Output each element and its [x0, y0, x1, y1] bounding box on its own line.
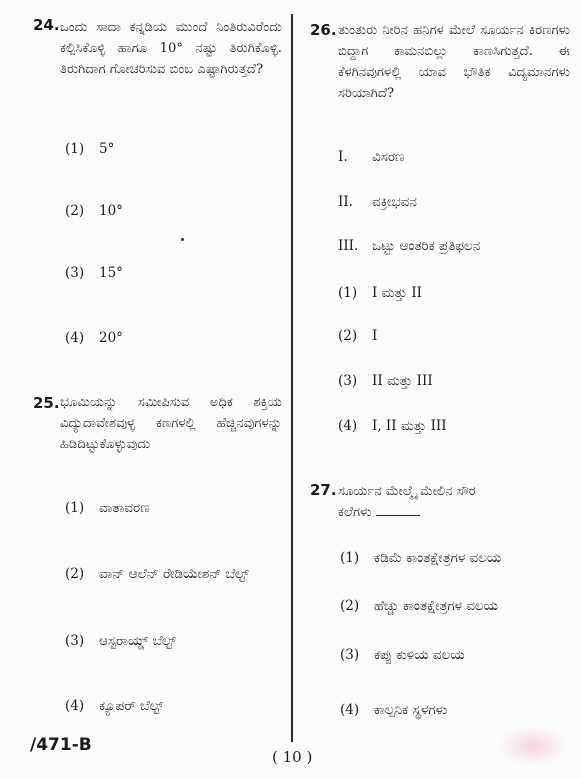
- statement-3: III. ಒಟ್ಟು ಆಂತರಿಕ ಪ್ರತಿಫಲನ: [338, 238, 481, 254]
- question-number: 26.: [310, 21, 337, 39]
- option-2[interactable]: (2) 10°: [65, 203, 123, 219]
- option-1[interactable]: (1) I ಮತ್ತು II: [338, 285, 423, 301]
- page-number: ( 10 ): [272, 748, 313, 766]
- question-text: ತುಂತುರು ನೀರಿನ ಹನಿಗಳ ಮೇಲೆ ಸೂರ್ಯನ ಕಿರಣಗಳು ಬಿದ್ದಾಗ ಕಾಮನಬಿಲ್ಲು ಕಾಣಸಿಗುತ್ತದೆ. ಈ ಕೆಳಗಿನವುಗಳಲ್ಲಿ ಯಾವ ಭೌತಿಕ ವಿದ್ಯಮಾನಗಳು ಸರಿಯಾಗಿದೆ?: [338, 23, 570, 101]
- ink-speck: [181, 238, 184, 241]
- paper-stain: [498, 726, 568, 766]
- option-3[interactable]: (3) 15°: [65, 265, 123, 281]
- question-number: 25.: [33, 394, 60, 412]
- question-number: 27.: [310, 481, 337, 499]
- option-4[interactable]: (4) ಕಾಲ್ಪನಿಕ ಸ್ಥಳಗಳು: [340, 702, 448, 718]
- question-text-line-1: ಸೂರ್ಯನ ಮೇಲ್ಮೈ ಮೇಲಿನ ಸೌರ: [338, 484, 476, 499]
- option-1[interactable]: (1) ವಾತಾವರಣ: [65, 500, 150, 516]
- statement-1: I. ವಿಸರಣ: [338, 149, 405, 165]
- question-number: 24.: [33, 16, 60, 34]
- question-text: ಒಂದು ಸಾದಾ ಕನ್ನಡಿಯ ಮುಂದೆ ನಿಂತಿರುವಿರೆಂದು ಕಲ್ಪಿಸಿಕೊಳ್ಳಿ ಹಾಗೂ 10° ನಷ್ಟು ತಿರುಗಿಕೊಳ್ಳಿ. ತಿರುಗಿದಾಗ ಗೋಚರಿಸುವ ಬಿಂಬ ಎಷ್ಟಾಗಿರುತ್ತದೆ?: [60, 20, 282, 77]
- option-1[interactable]: (1) 5°: [65, 141, 115, 157]
- option-3[interactable]: (3) ಕಪ್ಪು ಕುಳಿಯ ವಲಯ: [340, 647, 465, 663]
- option-2[interactable]: (2) ಹೆಚ್ಚು ಕಾಂತಕ್ಷೇತ್ರಗಳ ವಲಯ: [340, 598, 499, 614]
- option-2[interactable]: (2) I: [338, 328, 378, 344]
- option-2[interactable]: (2) ವಾನ್ ಆಲೆನ್ ರೇಡಿಯೇಶನ್ ಬೆಲ್ಟ್: [65, 566, 249, 582]
- question-text: ಭೂಮಿಯನ್ನು ಸಮೀಪಿಸುವ ಅಧಿಕ ಶಕ್ತಿಯ ವಿದ್ಯುದಾವೇಶವುಳ್ಳ ಕಣಗಳಲ್ಲಿ ಹೆಚ್ಚಿನವುಗಳನ್ನು ಹಿಡಿದಿಟ್ಟುಕೊಳ್ಳುವುದು: [60, 395, 282, 452]
- option-4[interactable]: (4) ಕ್ಯೂಪರ್ ಬೆಲ್ಟ್: [65, 698, 164, 714]
- option-4[interactable]: (4) 20°: [65, 330, 123, 346]
- column-divider: [291, 14, 293, 742]
- answer-blank: [376, 502, 420, 516]
- booklet-code: /471-B: [30, 735, 92, 755]
- question-text-line-2: ಕಲೆಗಳು: [338, 502, 420, 523]
- option-4[interactable]: (4) I, II ಮತ್ತು III: [338, 418, 447, 434]
- statement-2: II. ವಕ್ರೀಭವನ: [338, 194, 417, 210]
- option-1[interactable]: (1) ಕಡಿಮೆ ಕಾಂತಕ್ಷೇತ್ರಗಳ ವಲಯ: [340, 550, 502, 566]
- option-3[interactable]: (3) ಆಸ್ಟರಾಯ್ಡ್ ಬೆಲ್ಟ್: [65, 633, 177, 649]
- option-3[interactable]: (3) II ಮತ್ತು III: [338, 373, 433, 389]
